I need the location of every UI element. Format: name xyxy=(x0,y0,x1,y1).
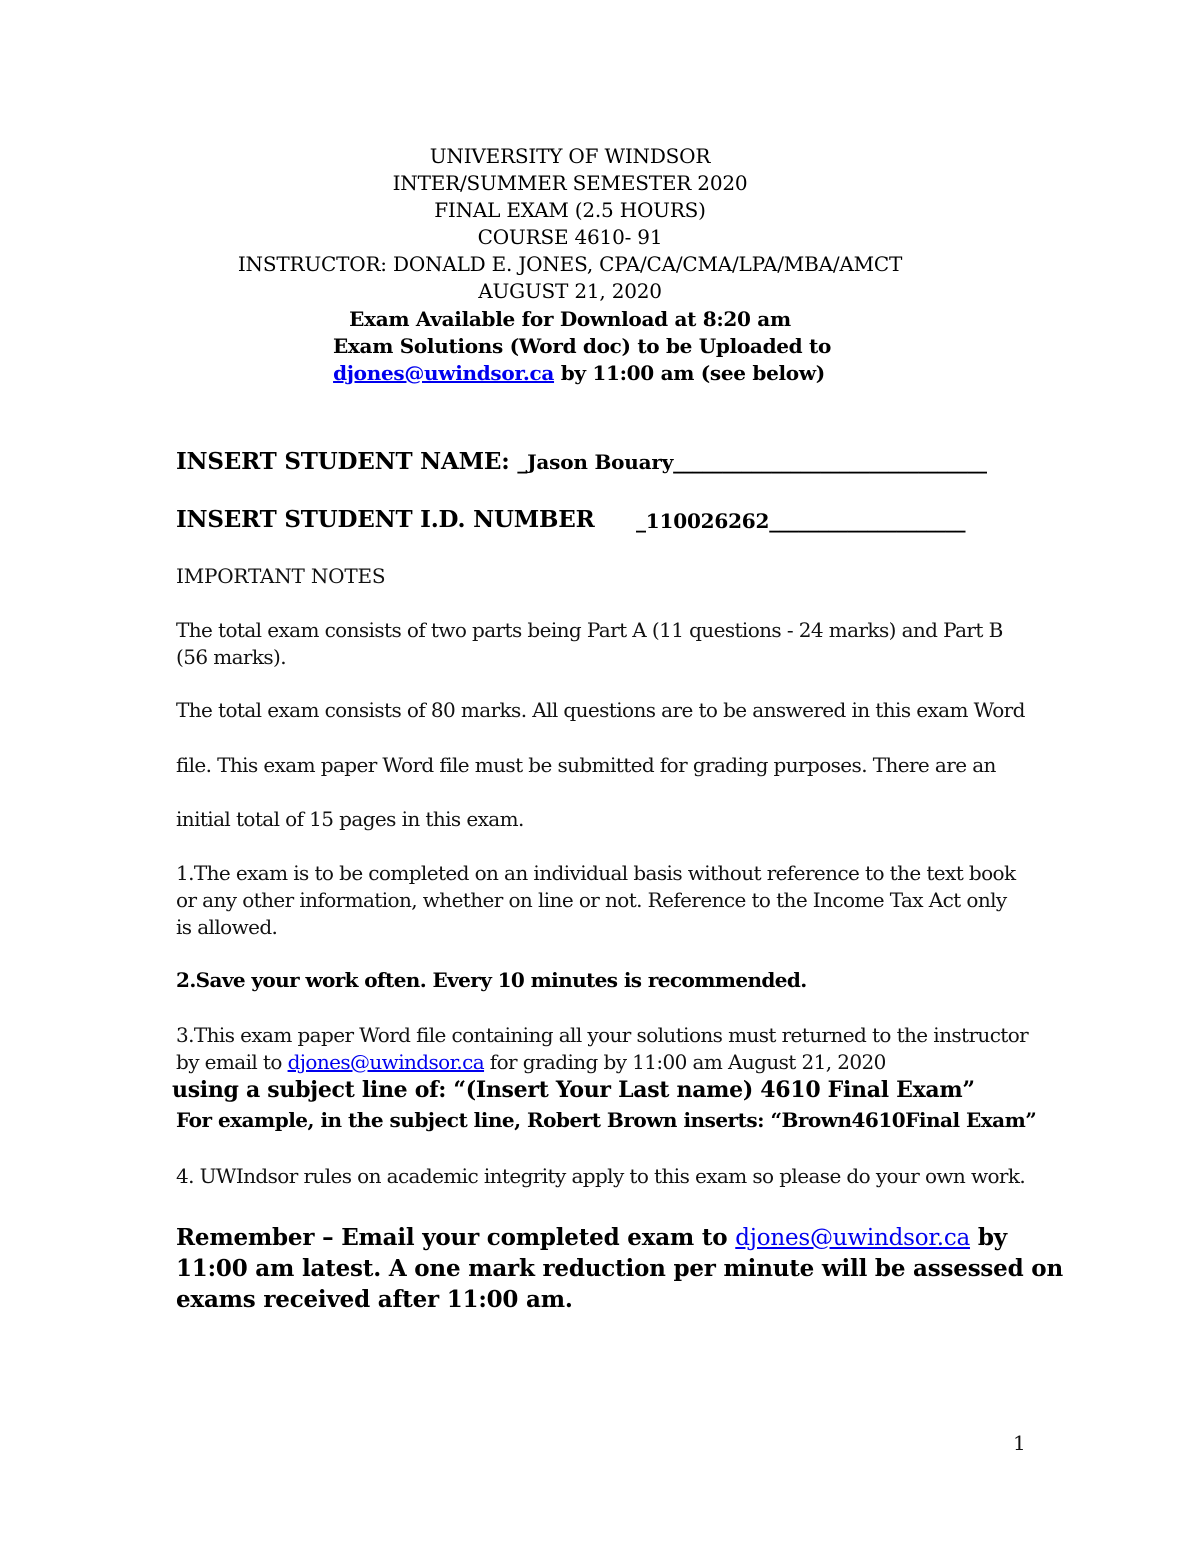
reminder-line-3: exams received after 11:00 am. xyxy=(176,1286,573,1313)
note-1-line-3: is allowed. xyxy=(176,915,278,939)
note-4: 4. UWIndsor rules on academic integrity apply to this exam so please do your own work. xyxy=(176,1164,1026,1188)
upload-deadline-line xyxy=(0,360,1140,387)
exam-date: AUGUST 21, 2020 xyxy=(478,279,662,303)
subject-line-example: For example, in the subject line, Robert Brown inserts: “Brown4610Final Exam” xyxy=(176,1108,1037,1132)
download-time-line: Exam Available for Download at 8:20 am xyxy=(349,307,791,331)
note-3-line-2 xyxy=(176,1049,886,1076)
subject-line-instruction: using a subject line of: “(Insert Your Last name) 4610 Final Exam” xyxy=(172,1077,975,1103)
student-name-field[interactable]: _Jason Bouary________________________________ xyxy=(517,450,987,474)
student-id-label: INSERT STUDENT I.D. NUMBER xyxy=(176,506,595,533)
notes-paragraph-1-line-2: (56 marks). xyxy=(176,645,287,669)
instructor-email-link[interactable]: djones@uwindsor.ca xyxy=(333,361,555,385)
reminder-line-1 xyxy=(176,1222,1007,1254)
reminder-line-2: 11:00 am latest. A one mark reduction per minute will be assessed on xyxy=(176,1255,1063,1282)
instructor-line: INSTRUCTOR: DONALD E. JONES, CPA/CA/CMA/LPA/MBA/AMCT xyxy=(237,252,903,276)
exam-title: FINAL EXAM (2.5 HOURS) xyxy=(434,198,706,222)
semester-title: INTER/SUMMER SEMESTER 2020 xyxy=(392,171,748,195)
page-number: 1 xyxy=(1013,1431,1026,1455)
note-2: 2.Save your work often. Every 10 minutes is recommended. xyxy=(176,968,807,992)
upload-deadline-text: by 11:00 am (see below) xyxy=(554,361,825,385)
student-name-label: INSERT STUDENT NAME: xyxy=(176,448,518,475)
note-1-line-2: or any other information, whether on line or not. Reference to the Income Tax Act only xyxy=(176,888,1007,912)
note-3-suffix: for grading by 11:00 am August 21, 2020 xyxy=(484,1050,886,1074)
note-1-line-1: 1.The exam is to be completed on an individual basis without reference to the text book xyxy=(176,861,1016,885)
note-3-prefix: by email to xyxy=(176,1050,288,1074)
course-code: COURSE 4610- 91 xyxy=(477,225,663,249)
reminder-prefix: Remember – Email your completed exam to xyxy=(176,1224,736,1251)
note-3-email-link[interactable]: djones@uwindsor.ca xyxy=(287,1050,485,1074)
notes-heading: IMPORTANT NOTES xyxy=(176,564,386,588)
notes-paragraph-2-line-3: initial total of 15 pages in this exam. xyxy=(176,807,524,831)
note-3-line-1: 3.This exam paper Word file containing all your solutions must returned to the instructor xyxy=(176,1023,1029,1047)
student-name-row xyxy=(176,448,987,475)
notes-paragraph-2-line-1: The total exam consists of 80 marks. All questions are to be answered in this exam Word xyxy=(176,698,1025,722)
university-title: UNIVERSITY OF WINDSOR xyxy=(429,144,711,168)
upload-instructions-line: Exam Solutions (Word doc) to be Uploaded to xyxy=(332,334,832,358)
student-id-field[interactable]: _110026262____________________ xyxy=(636,509,966,533)
reminder-email-link[interactable]: djones@uwindsor.ca xyxy=(735,1225,971,1251)
notes-paragraph-1-line-1: The total exam consists of two parts being Part A (11 questions - 24 marks) and Part B xyxy=(176,618,1003,642)
reminder-suffix: by xyxy=(970,1224,1007,1251)
notes-paragraph-2-line-2: file. This exam paper Word file must be submitted for grading purposes. There are an xyxy=(176,753,996,777)
